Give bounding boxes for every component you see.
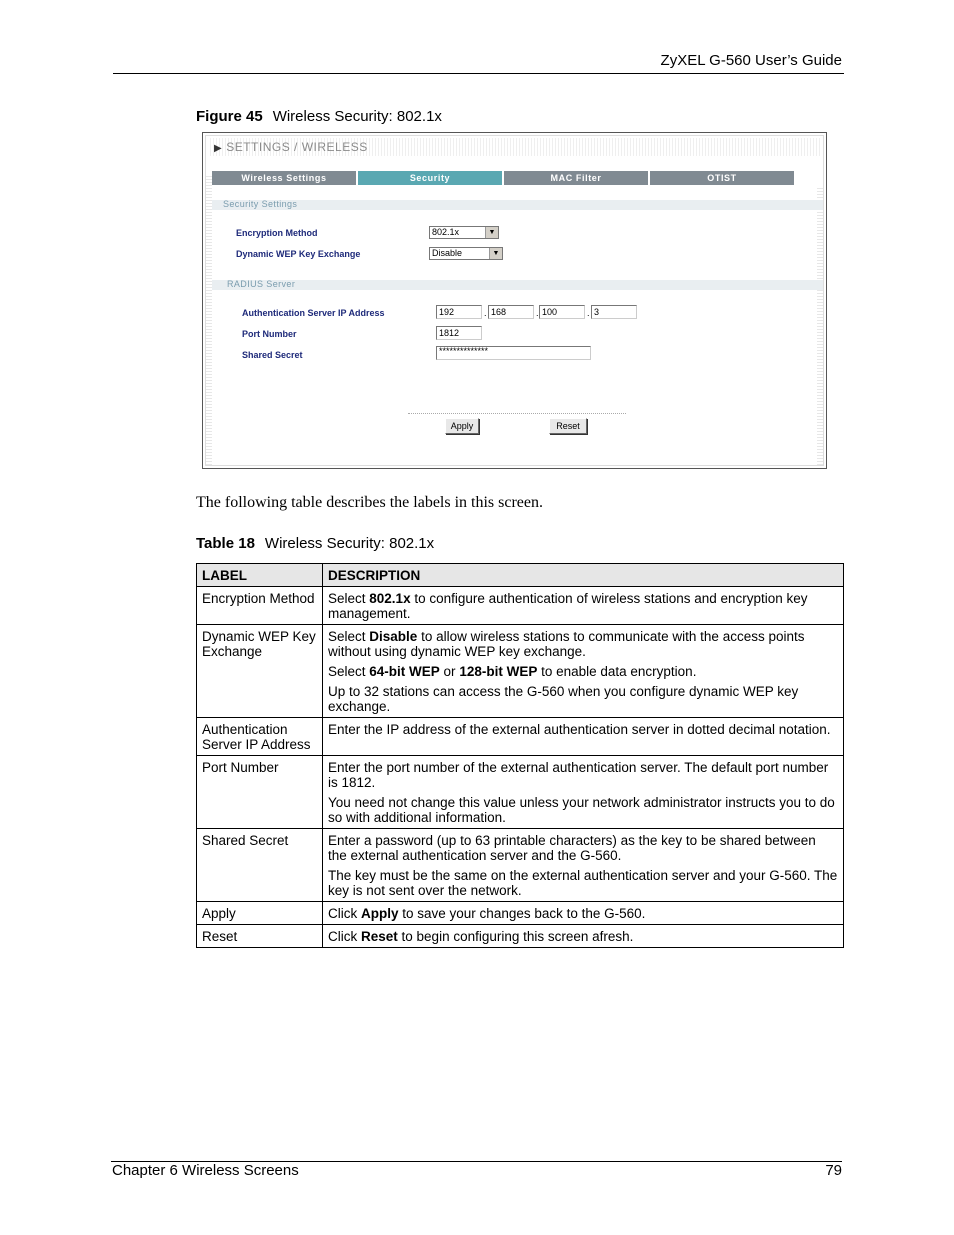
bold-term: 128-bit WEP (459, 664, 538, 679)
tab-mac-filter[interactable]: MAC Filter (504, 171, 648, 185)
ip-octet-4-input[interactable]: 3 (591, 305, 637, 319)
description-paragraph: Enter the IP address of the external authentication server in dotted decimal notation. (328, 722, 831, 737)
row-description (323, 587, 844, 625)
chevron-down-icon: ▼ (485, 227, 498, 238)
wireless-security-screenshot (202, 132, 827, 469)
row-description (323, 829, 844, 902)
description-paragraph (328, 591, 838, 621)
table-caption (196, 535, 434, 552)
row-description (323, 625, 844, 718)
figure-title: Wireless Security: 802.1x (272, 108, 442, 125)
table-row (197, 718, 844, 756)
wep-key-exchange-label: Dynamic WEP Key Exchange (236, 249, 361, 259)
wep-key-exchange-select[interactable] (429, 247, 503, 260)
row-label: Shared Secret (197, 829, 323, 902)
text: to enable data encryption. (537, 664, 697, 679)
table-row (197, 829, 844, 902)
description-paragraph (328, 929, 838, 944)
port-number-label: Port Number (242, 329, 297, 339)
row-label: Apply (197, 902, 323, 925)
chapter-footer: Chapter 6 Wireless Screens (112, 1162, 299, 1179)
description-paragraph: Enter the port number of the external authentication server. The default port number is 1812. (328, 760, 829, 790)
row-label: Dynamic WEP Key Exchange (197, 625, 323, 718)
description-paragraph: Enter a password (up to 63 printable characters) as the key to be shared between the external authentication server and the G-560. (328, 833, 816, 863)
text: Select (328, 629, 370, 644)
ip-octet-2-input[interactable]: 168 (488, 305, 534, 319)
row-label: Encryption Method (197, 587, 323, 625)
text: to begin configuring this screen afresh. (397, 929, 634, 944)
text: or (439, 664, 460, 679)
table-row (197, 902, 844, 925)
row-description (323, 925, 844, 948)
text: to save your changes back to the G-560. (398, 906, 646, 921)
text: to allow wireless stations to communicate with the access points without using dynamic WEP key exchange. (328, 629, 805, 659)
chevron-down-icon: ▼ (489, 248, 502, 259)
description-paragraph (328, 664, 838, 679)
tab-bar (212, 171, 796, 185)
tab-wireless-settings[interactable]: Wireless Settings (212, 171, 356, 185)
title-bar (208, 138, 821, 156)
table-row (197, 625, 844, 718)
security-settings-heading: Security Settings (223, 199, 298, 209)
shared-secret-label: Shared Secret (242, 350, 303, 360)
body-paragraph: The following table describes the labels in this screen. (196, 494, 544, 511)
description-header: DESCRIPTION (323, 564, 844, 587)
ip-dot: . (536, 308, 539, 318)
figure-caption (196, 108, 442, 125)
row-label: Reset (197, 925, 323, 948)
row-description (323, 756, 844, 829)
row-description (323, 902, 844, 925)
text: to configure authentication of wireless stations and encryption key management. (328, 591, 808, 621)
security-settings-bar (212, 200, 823, 210)
shared-secret-input[interactable]: ************** (436, 346, 591, 360)
bold-term: 64-bit WEP (369, 664, 440, 679)
right-stripe (817, 186, 823, 465)
reset-button[interactable]: Reset (549, 418, 587, 434)
text: Click (328, 929, 361, 944)
figure-number: Figure 45 (196, 108, 263, 125)
bold-term: Disable (369, 629, 418, 644)
description-paragraph: Up to 32 stations can access the G-560 when you configure dynamic WEP key exchange. (328, 684, 799, 714)
encryption-method-select[interactable] (429, 226, 499, 239)
row-label: Authentication Server IP Address (197, 718, 323, 756)
settings-title (214, 140, 368, 154)
label-description-table (196, 563, 844, 948)
bold-term: Apply (361, 906, 399, 921)
running-header: ZyXEL G-560 User’s Guide (660, 52, 842, 69)
text: Select (328, 664, 370, 679)
table-header-row (197, 564, 844, 587)
tab-otist[interactable]: OTIST (650, 171, 794, 185)
arrow-right-icon: ▶ (214, 143, 223, 154)
text: Click (328, 906, 361, 921)
dotted-divider (408, 413, 626, 414)
settings-title-text: SETTINGS / WIRELESS (226, 140, 368, 154)
page-number: 79 (825, 1162, 842, 1179)
row-description (323, 718, 844, 756)
table-row (197, 587, 844, 625)
row-label: Port Number (197, 756, 323, 829)
ip-octet-1-input[interactable]: 192 (436, 305, 482, 319)
description-paragraph (328, 906, 838, 921)
ip-dot: . (587, 308, 590, 318)
table-title: Wireless Security: 802.1x (264, 535, 435, 552)
bold-term: 802.1x (369, 591, 411, 606)
label-header: LABEL (197, 564, 323, 587)
ip-octet-3-input[interactable]: 100 (539, 305, 585, 319)
screenshot-panel (205, 135, 824, 466)
table-number: Table 18 (196, 535, 255, 552)
encryption-method-value: 802.1x (432, 227, 460, 237)
left-stripe (206, 174, 212, 465)
table-row (197, 925, 844, 948)
ip-dot: . (484, 308, 487, 318)
table-row (197, 756, 844, 829)
text: Select (328, 591, 370, 606)
auth-server-ip-label: Authentication Server IP Address (242, 308, 385, 318)
description-paragraph (328, 629, 838, 659)
header-rule (113, 73, 844, 74)
port-number-input[interactable]: 1812 (436, 326, 482, 340)
tab-security[interactable]: Security (358, 171, 502, 185)
bold-term: Reset (361, 929, 398, 944)
wep-key-exchange-value: Disable (432, 248, 463, 258)
description-paragraph: You need not change this value unless your network administrator instructs you to do so with additional information. (328, 795, 835, 825)
description-paragraph: The key must be the same on the external authentication server and your G-560. The key is not sent over the network. (328, 868, 838, 898)
apply-button[interactable]: Apply (445, 418, 479, 434)
radius-server-heading: RADIUS Server (227, 279, 296, 289)
encryption-method-label: Encryption Method (236, 228, 318, 238)
radius-server-bar (212, 280, 823, 290)
